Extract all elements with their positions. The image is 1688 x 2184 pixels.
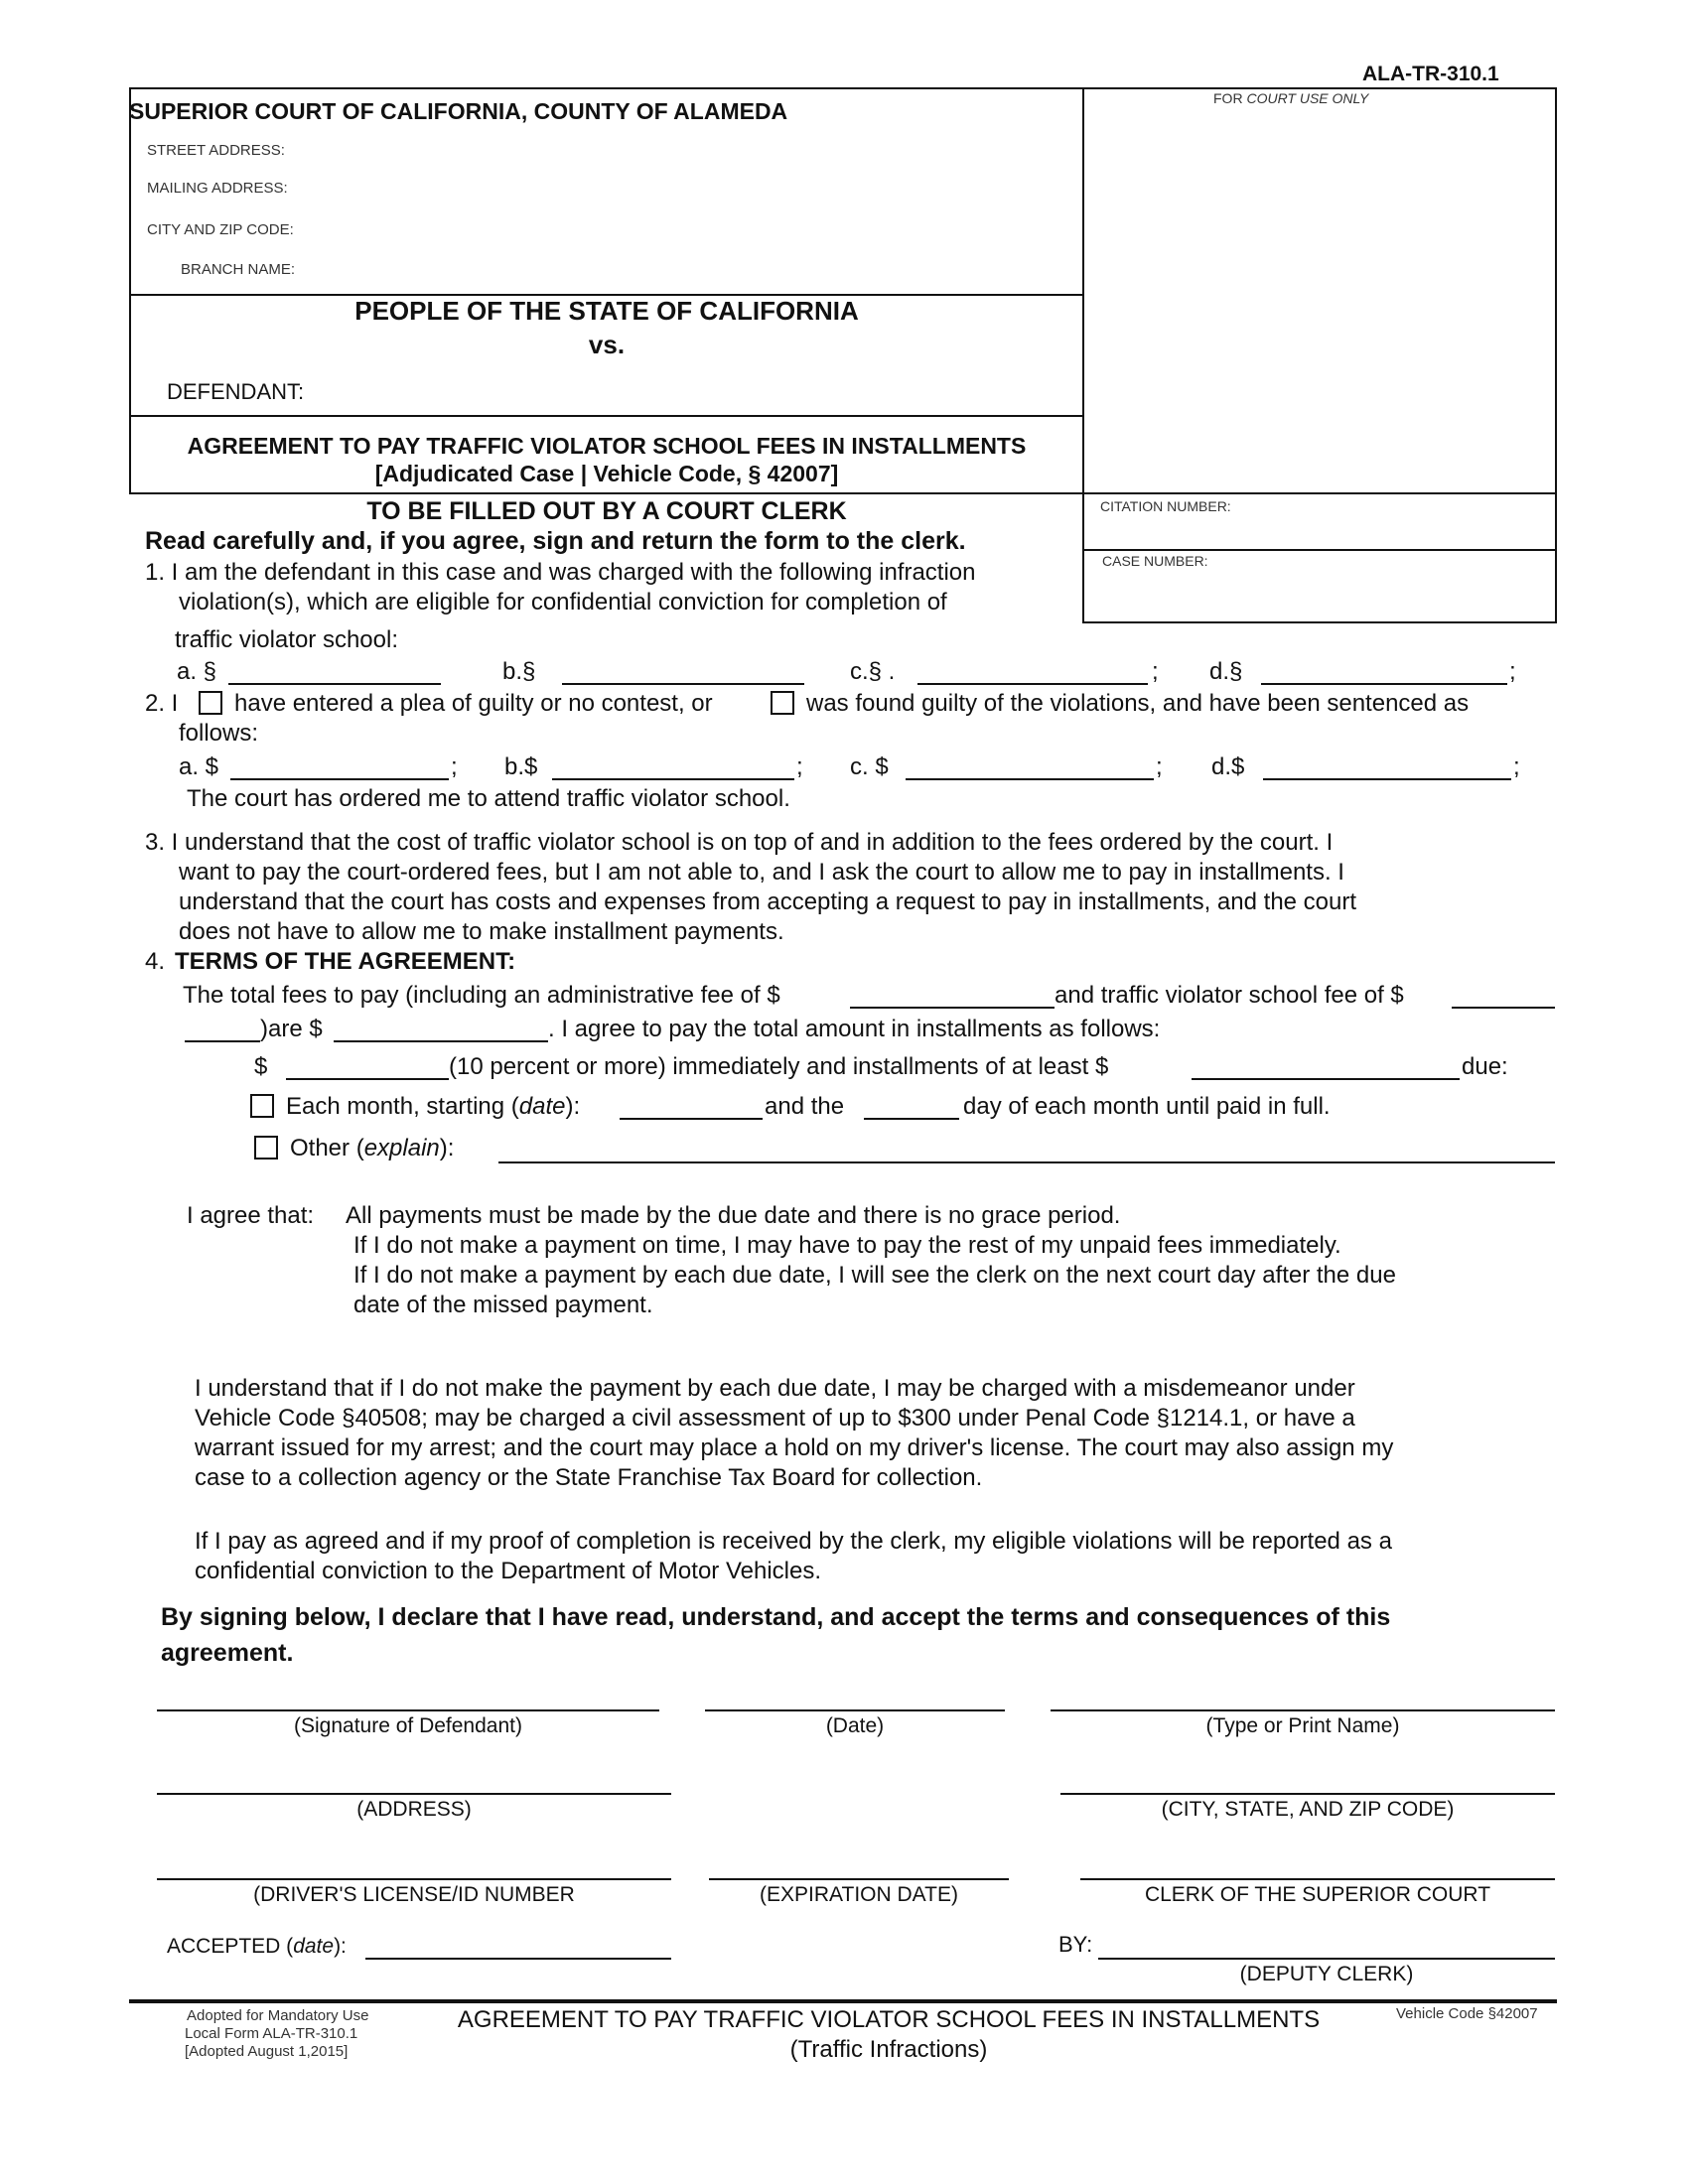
item1-c-semi: ; [1152,658,1159,685]
caption-divider-2 [129,415,1084,417]
agree-installments-text: . I agree to pay the total amount in installments as follows: [548,1016,1161,1042]
mailing-address-field[interactable] [318,177,1053,203]
citation-number-label: CITATION NUMBER: [1100,498,1231,514]
day-of-month-field[interactable] [864,1118,959,1120]
each-month-checkbox[interactable] [250,1094,274,1118]
item2-c-label: c. $ [850,753,889,780]
understand-line1: I understand that if I do not make the payment by each due date, I may be charged with a misdemeanor under [195,1375,1355,1402]
pay-agreed-line1: If I pay as agreed and if my proof of completion is received by the clerk, my eligible violations will be reported as a [195,1528,1392,1555]
form-title: AGREEMENT TO PAY TRAFFIC VIOLATOR SCHOOL FEES IN INSTALLMENTS [187,433,1027,459]
other-text: Other (explain): [290,1135,455,1161]
license-label: (DRIVER'S LICENSE/ID NUMBER [253,1883,575,1906]
agree-that-lead: I agree that: [187,1202,315,1229]
signature-date-label: (Date) [825,1714,885,1737]
item1-line2: violation(s), which are eligible for confidential conviction for completion of [179,589,947,615]
item2-follows: follows: [179,720,259,747]
city-zip-label: CITY AND ZIP CODE: [147,221,294,238]
form-subtitle: [Adjudicated Case | Vehicle Code, § 42007] [374,461,839,486]
defendant-label: DEFENDANT: [167,379,305,404]
footer-rule [129,1999,1557,2003]
street-address-label: STREET ADDRESS: [147,142,285,159]
vs-label: vs. [588,330,626,359]
found-guilty-checkbox[interactable] [771,691,794,715]
item1-c-field[interactable] [917,683,1148,685]
street-address-field[interactable] [318,139,1053,165]
installment-amount-field[interactable] [1192,1078,1460,1080]
footer-title: AGREEMENT TO PAY TRAFFIC VIOLATOR SCHOOL FEES IN INSTALLMENTS [457,2006,1321,2033]
declaration-line1: By signing below, I declare that I have read, understand, and accept the terms and consequences of this [161,1603,1391,1631]
accepted-label: ACCEPTED (date): [167,1935,347,1958]
form-id: ALA-TR-310.1 [1362,63,1499,85]
agree-that-line1: All payments must be made by the due date and there is no grace period. [346,1202,1121,1229]
pay-agreed-line2: confidential conviction to the Department of Motor Vehicles. [195,1558,822,1584]
other-checkbox[interactable] [254,1136,278,1160]
item2-number: 2. I [145,690,179,717]
total-fees-text: The total fees to pay (including an administrative fee of $ [183,982,780,1009]
dollar-sign: $ [254,1053,268,1080]
deputy-clerk-label: (DEPUTY CLERK) [1239,1963,1414,1985]
case-number-field[interactable] [1092,574,1549,617]
item2-d-field[interactable] [1263,778,1511,780]
item4-number: 4. [145,948,166,975]
item2-a-field[interactable] [230,778,449,780]
are-text: )are $ [260,1016,323,1042]
clerk-label: CLERK OF THE SUPERIOR COURT [1144,1883,1491,1906]
day-of-month-text: day of each month until paid in full. [963,1093,1331,1120]
city-state-zip-label: (CITY, STATE, AND ZIP CODE) [1161,1798,1455,1821]
footer-adopted-1: Adopted for Mandatory Use [187,2007,369,2024]
defendant-field[interactable] [318,375,1053,405]
item2-d-semi: ; [1513,753,1520,780]
item3-line2: want to pay the court-ordered fees, but I am not able to, and I ask the court to allow me to pay in installments. I [179,859,1344,886]
item2-b-field[interactable] [552,778,794,780]
citation-number-field[interactable] [1092,518,1549,546]
city-zip-field[interactable] [318,218,1053,244]
item1-d-field[interactable] [1261,683,1507,685]
address-label: (ADDRESS) [356,1798,472,1821]
item1-a-label: a. § [177,658,217,685]
read-carefully: Read carefully and, if you agree, sign and return the form to the clerk. [145,527,966,555]
by-label: BY: [1058,1932,1093,1957]
item1-b-field[interactable] [562,683,804,685]
expiration-label: (EXPIRATION DATE) [760,1883,958,1906]
tvs-fee-text: and traffic violator school fee of $ [1055,982,1404,1009]
tvs-fee-field[interactable] [1452,1007,1555,1009]
item1-b-label: b.§ [502,658,536,685]
due-text: due: [1462,1053,1508,1080]
and-the-text: and the [765,1093,845,1120]
item2-ordered: The court has ordered me to attend traffic violator school. [187,785,790,812]
item3-line4: does not have to allow me to make installment payments. [179,918,784,945]
item4-heading: TERMS OF THE AGREEMENT: [175,948,516,975]
clerk-heading: TO BE FILLED OUT BY A COURT CLERK [366,497,847,525]
accepted-date-field[interactable] [365,1958,671,1960]
admin-fee-field[interactable] [850,1007,1055,1009]
item1-line1: 1. I am the defendant in this case and was charged with the following infraction [145,559,976,586]
item2-b-semi: ; [796,753,803,780]
item2-d-label: d.$ [1211,753,1245,780]
agree-that-line4: date of the missed payment. [353,1292,653,1318]
branch-name-field[interactable] [318,258,1053,284]
understand-line3: warrant issued for my arrest; and the court may place a hold on my driver's license. The court may also assign my [195,1434,1394,1461]
item2-a-label: a. $ [179,753,219,780]
branch-name-label: BRANCH NAME: [181,261,296,278]
court-use-box [1082,87,1557,494]
understand-line2: Vehicle Code §40508; may be charged a civil assessment of up to $300 under Penal Code §1214.1, or have a [195,1405,1355,1432]
immediate-payment-field[interactable] [286,1078,449,1080]
other-explain-field[interactable] [498,1161,1555,1163]
understand-line4: case to a collection agency or the State Franchise Tax Board for collection. [195,1464,983,1491]
footer-code: Vehicle Code §42007 [1396,2005,1538,2022]
item1-d-semi: ; [1509,658,1516,685]
court-name: SUPERIOR COURT OF CALIFORNIA, COUNTY OF ALAMEDA [129,98,788,124]
each-month-text: Each month, starting (date): [286,1093,581,1120]
item2-c-semi: ; [1156,753,1163,780]
item1-line3: traffic violator school: [175,626,398,653]
footer-subtitle: (Traffic Infractions) [789,2036,988,2063]
item2-a-semi: ; [451,753,458,780]
item2-text2: was found guilty of the violations, and have been sentenced as [806,690,1470,717]
item2-b-label: b.$ [504,753,538,780]
case-number-label: CASE NUMBER: [1102,553,1208,569]
agree-that-line3: If I do not make a payment by each due date, I will see the clerk on the next court day after the due [353,1262,1396,1289]
item1-d-label: d.§ [1209,658,1243,685]
item1-c-label: c.§ . [850,658,896,685]
signature-defendant-label: (Signature of Defendant) [294,1714,522,1737]
item2-c-field[interactable] [906,778,1154,780]
ten-percent-text: (10 percent or more) immediately and installments of at least $ [449,1053,1109,1080]
declaration-line2: agreement. [161,1639,294,1667]
item3-line3: understand that the court has costs and expenses from accepting a request to pay in installments, and the court [179,888,1357,915]
mailing-address-label: MAILING ADDRESS: [147,180,288,197]
item2-text1: have entered a plea of guilty or no contest, or [234,690,713,717]
total-amount-field[interactable] [334,1040,548,1042]
plea-guilty-checkbox[interactable] [199,691,222,715]
footer-adopted-3: [Adopted August 1,2015] [185,2043,349,2060]
numbers-divider [1082,549,1557,551]
start-date-field[interactable] [620,1118,763,1120]
item3-line1: 3. I understand that the cost of traffic violator school is on top of and in addition to the fees ordered by the court. I [145,829,1334,856]
tvs-fee-field-cont[interactable] [185,1040,260,1042]
people-heading: PEOPLE OF THE STATE OF CALIFORNIA [354,296,859,326]
agree-that-line2: If I do not make a payment on time, I may have to pay the rest of my unpaid fees immediately. [353,1232,1341,1259]
footer-adopted-2: Local Form ALA-TR-310.1 [185,2025,358,2042]
print-name-label: (Type or Print Name) [1205,1714,1400,1737]
court-use-label: FOR COURT USE ONLY [1213,90,1369,106]
item1-a-field[interactable] [228,683,441,685]
